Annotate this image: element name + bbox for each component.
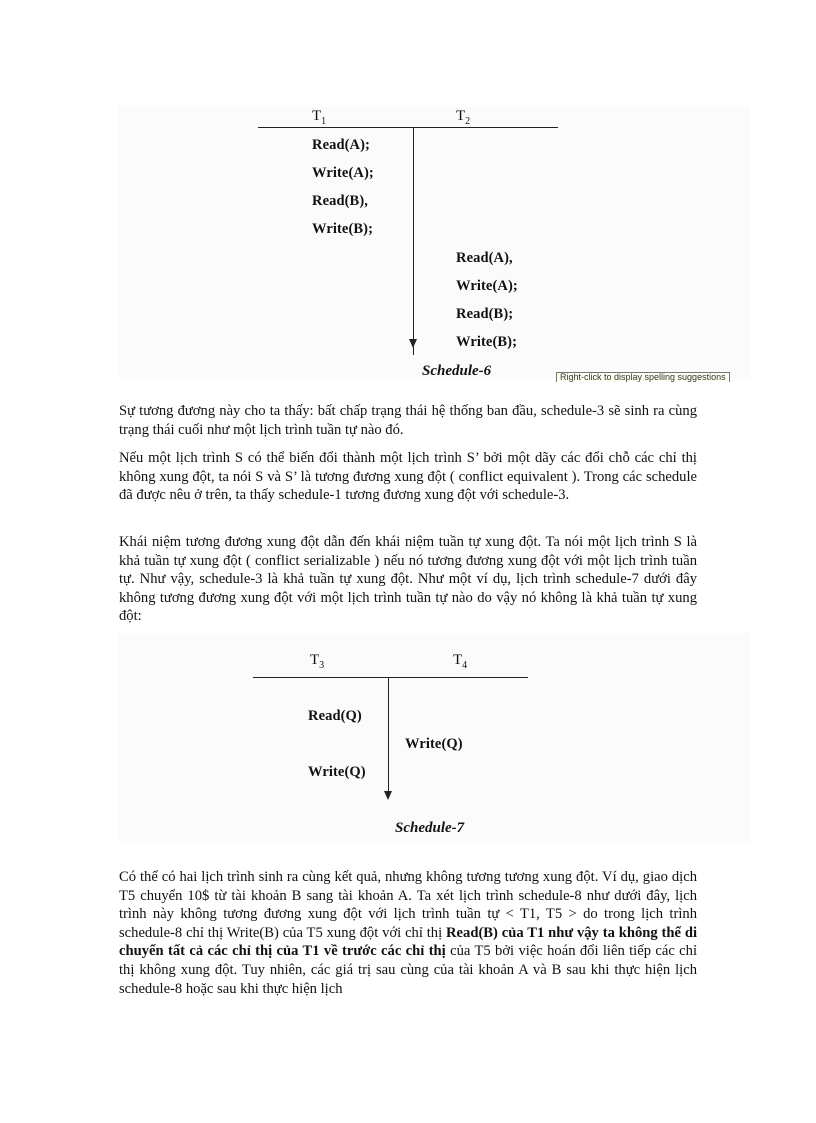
t3-op-read-q: Read(Q) [308,708,362,724]
timeline-arrowhead [409,339,417,348]
header-rule [253,677,528,678]
t2-op-write-a: Write(A); [456,278,518,294]
t1-op-write-b: Write(B); [312,221,374,237]
timeline-axis [413,127,414,355]
t3-op-write-q: Write(Q) [308,764,366,780]
t3-header: $T_3$ [310,652,325,671]
paragraph-1: Sự tương đương này cho ta thấy: bất chấp trạng thái hệ thống ban đầu, schedule-3 sẽ sinh ra cùng trạng thái cuối như một lịch trình tuần tự nào đó. [119,403,697,438]
timeline-arrowhead [384,791,392,800]
schedule-7-caption: Schedule-7 [395,820,465,836]
t4-header: $T_4$ [453,652,468,671]
t1-op-read-a: Read(A); [312,137,370,153]
schedule-7-figure [118,633,750,843]
t1-op-read-b: Read(B), [312,193,368,209]
t2-op-read-b: Read(B); [456,306,514,322]
schedule-6-caption: Schedule-6 [422,363,492,379]
schedule-6-figure [118,107,750,382]
t4-op-write-q: Write(Q) [405,736,463,752]
header-rule [258,127,558,128]
spelling-tooltip[interactable]: Right-click to display spelling suggestions [556,372,730,382]
paragraph-2: Nếu một lịch trình S có thể biến đổi thành một lịch trình S’ bởi một dãy các đổi chỗ các chỉ thị không xung đột, ta nói S và S’ là tương đương xung đột ( conflict equivalent ). Trong các schedule đã được nêu ở trên, ta thấy schedule-1 tương đương xung đột với schedule-3. [119,450,697,504]
t1-header: $T_1$ [312,108,327,127]
paragraph-4: Có thể có hai lịch trình sinh ra cùng kết quả, nhưng không tương tương xung đột. Ví dụ, giao dịch T5 chuyển 10$ từ tài khoản B sang tài khoản A. Ta xét lịch trình schedule-8 như dưới đây, lịch trình này không tương đương xung đột với lịch trình tuần tự < T1, T5 > do trong lịch trình schedule-8 chỉ thị Write(B) của T5 xung đột với chỉ thị Read(B) của T1 như vậy ta không thể di chuyển tất cả các chỉ thị của T1 về trước các chỉ thị của T5 bởi việc hoán đổi liên tiếp các chỉ thị không xung đột. Tuy nhiên, các giá trị sau cùng của tài khoản A và B sau khi thực hiện lịch schedule-8 hoặc sau khi thực hiện lịch [119,869,698,997]
t2-op-write-b: Write(B); [456,334,518,350]
t1-op-write-a: Write(A); [312,165,374,181]
timeline-axis [388,677,389,795]
paragraph-3: Khái niệm tương đương xung đột dẫn đến khái niệm tuần tự xung đột. Ta nói một lịch trình S là khả tuần tự xung đột ( conflict serializable ) nếu nó tương đương xung đột với một lịch trình tuần tự. Như vậy, schedule-3 là khả tuần tự xung đột. Như một ví dụ, lịch trình schedule-7 dưới đây không tương đương xung đột với một lịch trình tuần tự nào do vậy nó không là khả tuần tự xung đột: [119,534,697,625]
t2-op-read-a: Read(A), [456,250,513,266]
t2-header: $T_2$ [456,108,471,127]
